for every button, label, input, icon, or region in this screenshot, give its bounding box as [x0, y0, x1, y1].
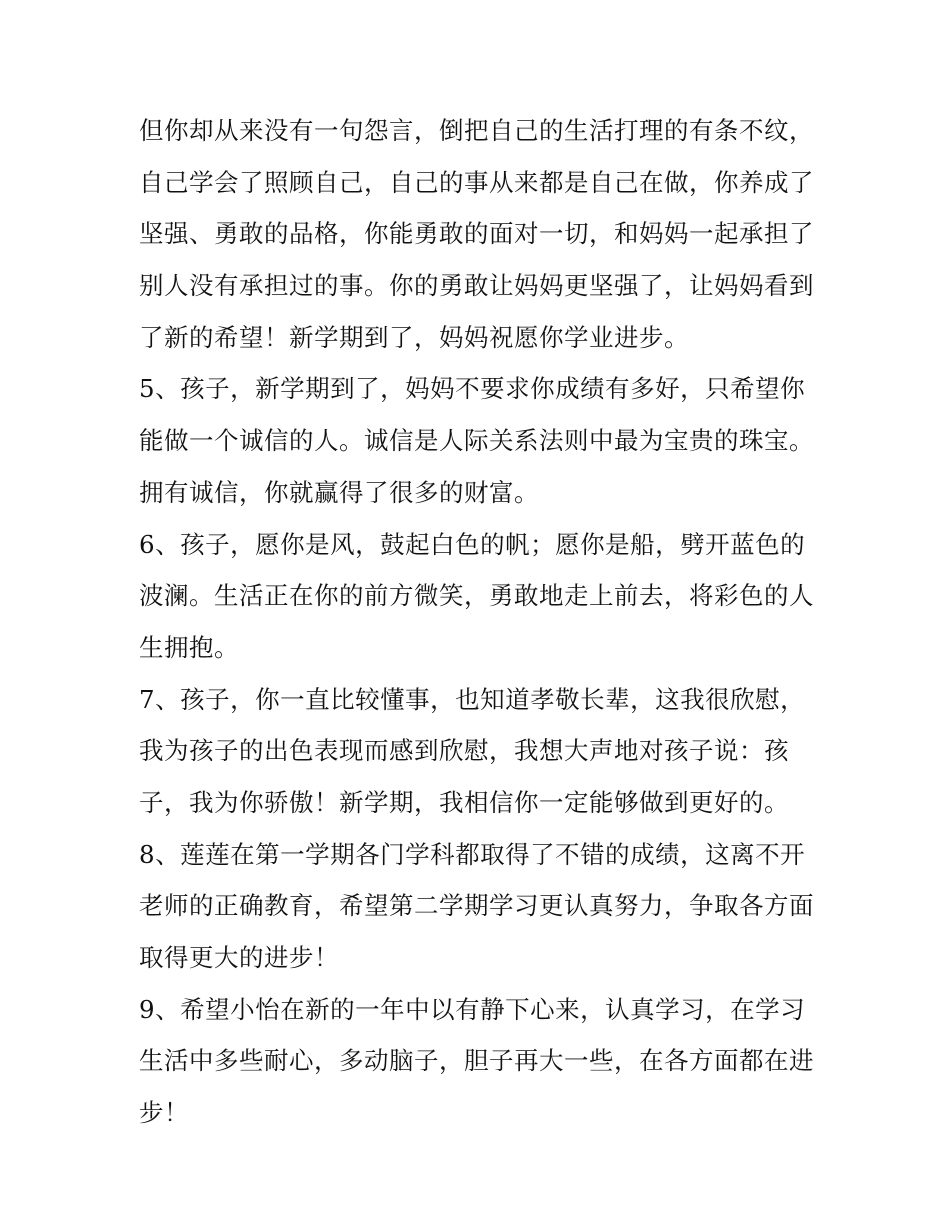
text-line: 9、希望小怡在新的一年中以有静下心来，认真学习，在学习 — [139, 994, 806, 1024]
text-line: 7、孩子，你一直比较懂事，也知道孝敬长辈，这我很欣慰， — [139, 684, 806, 714]
text-line: 能做一个诚信的人。诚信是人际关系法则中最为宝贵的珠宝。 — [139, 426, 814, 456]
text-line: 但你却从来没有一句怨言，倒把自己的生活打理的有条不纹， — [139, 116, 814, 145]
text-line: 步！ — [139, 1098, 189, 1128]
text-line: 取得更大的进步！ — [139, 943, 339, 972]
text-line: 拥有诚信，你就赢得了很多的财富。 — [139, 477, 539, 507]
text-line: 8、莲莲在第一学期各门学科都取得了不错的成绩，这离不开 — [139, 839, 806, 869]
text-line: 了新的希望！新学期到了，妈妈祝愿你学业进步。 — [139, 322, 689, 352]
document-body — [139, 105, 819, 1139]
text-line: 我为孩子的出色表现而感到欣慰，我想大声地对孩子说：孩 — [139, 736, 789, 766]
text-line: 生活中多些耐心，多动脑子，胆子再大一些，在各方面都在进 — [139, 1046, 814, 1076]
text-line: 老师的正确教育，希望第二学期学习更认真努力，争取各方面 — [139, 891, 814, 921]
text-line: 别人没有承担过的事。你的勇敢让妈妈更坚强了，让妈妈看到 — [139, 271, 814, 301]
text-line: 5、孩子，新学期到了，妈妈不要求你成绩有多好，只希望你 — [139, 374, 806, 404]
text-line: 自己学会了照顾自己，自己的事从来都是自己在做，你养成了 — [139, 167, 814, 197]
text-line: 波澜。生活正在你的前方微笑，勇敢地走上前去，将彩色的人 — [139, 581, 814, 611]
text-line: 坚强、勇敢的品格，你能勇敢的面对一切，和妈妈一起承担了 — [139, 219, 814, 249]
text-line: 子，我为你骄傲！新学期，我相信你一定能够做到更好的。 — [139, 787, 789, 817]
text-line: 生拥抱。 — [139, 632, 239, 662]
text-line: 6、孩子，愿你是风，鼓起白色的帆；愿你是船，劈开蓝色的 — [139, 529, 806, 559]
